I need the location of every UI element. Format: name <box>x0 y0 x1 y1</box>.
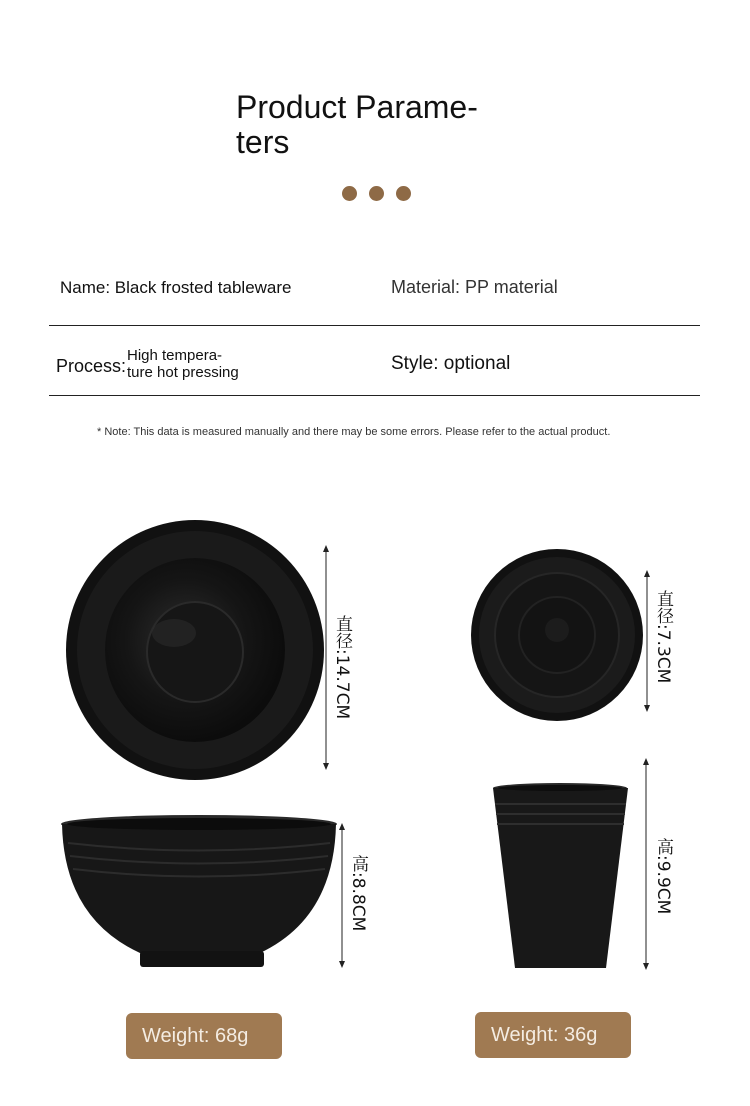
page-title <box>236 90 536 160</box>
dot-icon <box>396 186 411 201</box>
bowl-diameter-label: 直径:14.7CM <box>332 615 352 720</box>
bowl-weight-badge <box>126 1013 282 1059</box>
title-line-2: ters <box>236 124 290 160</box>
process-value-line-1: High tempera- <box>127 347 223 364</box>
param-process-value <box>127 347 239 381</box>
cup-weight-label: Weight: 36g <box>491 1023 598 1046</box>
cup-diameter-label: 直径:7.3CM <box>653 590 673 684</box>
divider <box>49 325 700 326</box>
bowl-height-label: 高:8.8CM <box>348 855 368 932</box>
bowl-side-view-image <box>60 808 340 970</box>
cup-weight-badge <box>475 1012 631 1058</box>
param-style: Style: optional <box>391 353 511 374</box>
process-value-line-2: ture hot pressing <box>127 364 239 381</box>
cup-side-view-image <box>492 782 629 972</box>
dot-icon <box>369 186 384 201</box>
measurement-note: * Note: This data is measured manually and there may be some errors. Please refer to the actual product. <box>97 426 611 438</box>
cup-top-view-image <box>470 548 644 722</box>
param-name: Name: Black frosted tableware <box>60 278 292 297</box>
divider <box>49 395 700 396</box>
bowl-top-view-image <box>64 518 326 782</box>
dot-icon <box>342 186 357 201</box>
param-material: Material: PP material <box>391 277 558 297</box>
decorative-dots <box>342 186 411 201</box>
param-process-label: Process: <box>56 356 127 376</box>
cup-height-label: 高:9.9CM <box>653 838 673 915</box>
bowl-weight-label: Weight: 68g <box>142 1024 249 1047</box>
title-line-1: Product Parame- <box>236 89 478 125</box>
